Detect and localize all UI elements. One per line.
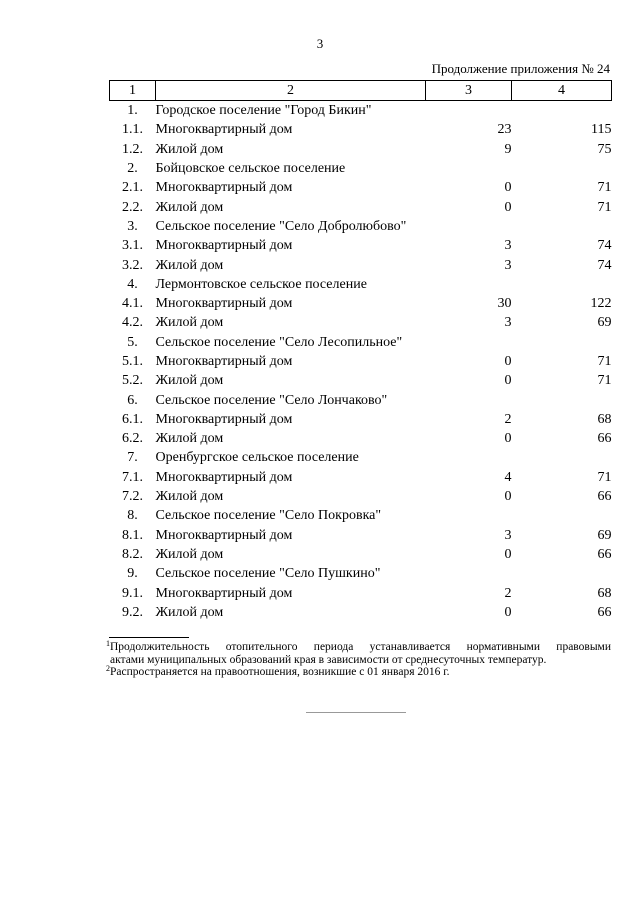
row-number: 5.2. [122, 373, 143, 389]
row-value-3: 4 [504, 469, 512, 485]
table-row [110, 236, 612, 255]
row-name: Жилой дом [155, 604, 224, 620]
row-number: 6. [127, 392, 138, 408]
row-number: 5. [127, 334, 138, 350]
footnote-2-text: Распространяется на правоотношения, возникшие с 01 января 2016 г. [110, 666, 450, 678]
row-value-4 [512, 159, 612, 178]
table-row [110, 564, 612, 583]
table-row [110, 603, 612, 622]
footnote-1-mark: 1 [106, 639, 110, 648]
table-row [110, 545, 612, 564]
table-row [110, 313, 612, 332]
row-value-4 [512, 390, 612, 409]
row-name: Многоквартирный дом [155, 585, 293, 601]
table-row [110, 197, 612, 216]
row-value-4: 71 [597, 354, 612, 369]
data-table [109, 80, 612, 622]
row-value-3: 3 [504, 238, 512, 254]
table-row [110, 333, 612, 352]
row-value-3: 0 [504, 354, 512, 369]
row-name: Жилой дом [155, 431, 224, 447]
row-value-3: 3 [504, 257, 512, 273]
row-value-3 [426, 448, 512, 467]
row-value-3: 0 [504, 546, 512, 562]
row-value-3: 9 [504, 141, 512, 157]
row-value-4: 71 [597, 199, 612, 215]
row-name: Жилой дом [155, 546, 224, 562]
row-value-3: 0 [504, 373, 512, 389]
table-row [110, 390, 612, 409]
row-value-4: 66 [597, 604, 612, 620]
row-name: Городское поселение "Город Бикин" [155, 103, 372, 119]
row-value-4: 66 [597, 431, 612, 447]
footnote-2 [106, 666, 611, 679]
footnote-1-text-1: Продолжительность отопительного периода устанавливается нормативными правовыми [110, 641, 611, 653]
row-value-4: 69 [597, 527, 612, 543]
table-row [110, 506, 612, 525]
table-body [110, 101, 612, 623]
row-number: 6.1. [122, 411, 143, 427]
row-value-4: 71 [597, 180, 612, 196]
row-name: Многоквартирный дом [155, 411, 293, 427]
row-value-4 [512, 275, 612, 294]
header-col-3: 3 [426, 81, 512, 101]
row-name: Оренбургское сельское поселение [155, 450, 359, 466]
row-value-4 [512, 217, 612, 236]
row-value-4: 68 [597, 585, 612, 601]
row-number: 6.2. [122, 431, 143, 447]
row-number: 1.2. [122, 141, 143, 157]
table-row [110, 294, 612, 313]
row-value-3 [426, 390, 512, 409]
row-value-4 [512, 506, 612, 525]
table-row [110, 275, 612, 294]
row-name: Сельское поселение "Село Пушкино" [155, 566, 381, 582]
row-value-3 [426, 506, 512, 525]
row-value-3: 3 [504, 527, 512, 543]
row-value-4: 75 [597, 141, 612, 157]
row-number: 1.1. [122, 122, 143, 138]
row-value-4: 66 [597, 489, 612, 505]
row-value-4 [512, 448, 612, 467]
row-name: Жилой дом [155, 489, 224, 505]
row-name: Бойцовское сельское поселение [155, 161, 346, 177]
row-number: 9. [127, 566, 138, 582]
row-value-3: 2 [504, 585, 512, 601]
table-row [110, 178, 612, 197]
row-number: 9.2. [122, 604, 143, 620]
row-value-3 [426, 275, 512, 294]
table-row [110, 410, 612, 429]
table-row [110, 255, 612, 274]
row-value-4: 122 [590, 296, 612, 312]
row-name: Сельское поселение "Село Добролюбово" [155, 218, 407, 234]
row-name: Многоквартирный дом [155, 527, 293, 543]
row-name: Многоквартирный дом [155, 296, 293, 312]
row-name: Жилой дом [155, 141, 224, 157]
row-name: Сельское поселение "Село Лесопильное" [155, 334, 403, 350]
row-value-3: 0 [504, 489, 512, 505]
row-value-3: 2 [504, 411, 512, 427]
row-name: Жилой дом [155, 373, 224, 389]
footnote-2-mark: 2 [106, 664, 110, 673]
table-row [110, 468, 612, 487]
row-value-3: 0 [504, 180, 512, 196]
table-row [110, 352, 612, 371]
row-value-4: 74 [597, 257, 612, 273]
end-separator [306, 712, 406, 713]
row-number: 3.2. [122, 257, 143, 273]
row-value-4 [512, 333, 612, 352]
row-number: 1. [127, 103, 138, 119]
table-row [110, 217, 612, 236]
row-name: Многоквартирный дом [155, 469, 293, 485]
row-value-3 [426, 159, 512, 178]
table-row [110, 429, 612, 448]
row-value-4 [512, 101, 612, 121]
row-number: 8.2. [122, 546, 143, 562]
row-value-4: 71 [597, 469, 612, 485]
row-number: 4. [127, 276, 138, 292]
row-value-3: 23 [497, 122, 512, 138]
row-value-4 [512, 564, 612, 583]
table-row [110, 371, 612, 390]
page-number: 3 [316, 36, 324, 51]
table-header-row [110, 81, 612, 101]
footnote-1-text-2: актами муниципальных образований края в зависимости от среднесуточных температур. [110, 653, 547, 666]
header-col-2: 2 [156, 81, 426, 101]
row-name: Жилой дом [155, 199, 224, 215]
row-name: Многоквартирный дом [155, 180, 293, 196]
row-name: Многоквартирный дом [155, 122, 293, 138]
row-value-4: 74 [597, 238, 612, 254]
row-value-3: 0 [504, 199, 512, 215]
footnotes [106, 641, 611, 679]
row-number: 3.1. [122, 238, 143, 254]
row-value-4: 66 [597, 546, 612, 562]
row-name: Сельское поселение "Село Покровка" [155, 508, 382, 524]
row-name: Лермонтовское сельское поселение [155, 276, 367, 292]
table-row [110, 101, 612, 121]
table-row [110, 140, 612, 159]
row-number: 7.2. [122, 489, 143, 505]
row-value-4: 69 [597, 315, 612, 331]
table-row [110, 487, 612, 506]
table-row [110, 448, 612, 467]
row-number: 2. [127, 161, 138, 177]
header-col-4: 4 [512, 81, 612, 101]
row-number: 9.1. [122, 585, 143, 601]
row-value-4: 115 [591, 122, 612, 138]
row-number: 4.1. [122, 296, 143, 312]
appendix-label: Продолжение приложения № 24 [431, 61, 610, 76]
table-row [110, 583, 612, 602]
row-value-4: 68 [597, 411, 612, 427]
row-name: Жилой дом [155, 315, 224, 331]
row-value-3: 0 [504, 431, 512, 447]
footnote-1-line-2 [106, 654, 611, 667]
row-number: 3. [127, 218, 138, 234]
row-number: 8.1. [122, 527, 143, 543]
table-row [110, 526, 612, 545]
row-value-3 [426, 101, 512, 121]
row-value-3 [426, 217, 512, 236]
row-value-3: 30 [497, 296, 512, 312]
row-value-3: 3 [504, 315, 512, 331]
row-number: 5.1. [122, 354, 143, 369]
row-number: 2.1. [122, 180, 143, 196]
row-name: Жилой дом [155, 257, 224, 273]
row-number: 7.1. [122, 469, 143, 485]
row-number: 4.2. [122, 315, 143, 331]
row-value-4: 71 [597, 373, 612, 389]
row-number: 7. [127, 450, 138, 466]
row-value-3 [426, 333, 512, 352]
row-value-3 [426, 564, 512, 583]
row-number: 2.2. [122, 199, 143, 215]
row-value-3: 0 [504, 604, 512, 620]
header-col-1: 1 [110, 81, 156, 101]
footnote-separator [109, 637, 189, 638]
row-name: Многоквартирный дом [155, 354, 293, 369]
row-name: Сельское поселение "Село Лончаково" [155, 392, 388, 408]
table-row [110, 120, 612, 139]
table-row [110, 159, 612, 178]
row-name: Многоквартирный дом [155, 238, 293, 254]
row-number: 8. [127, 508, 138, 524]
footnote-1-line-1 [106, 641, 611, 654]
